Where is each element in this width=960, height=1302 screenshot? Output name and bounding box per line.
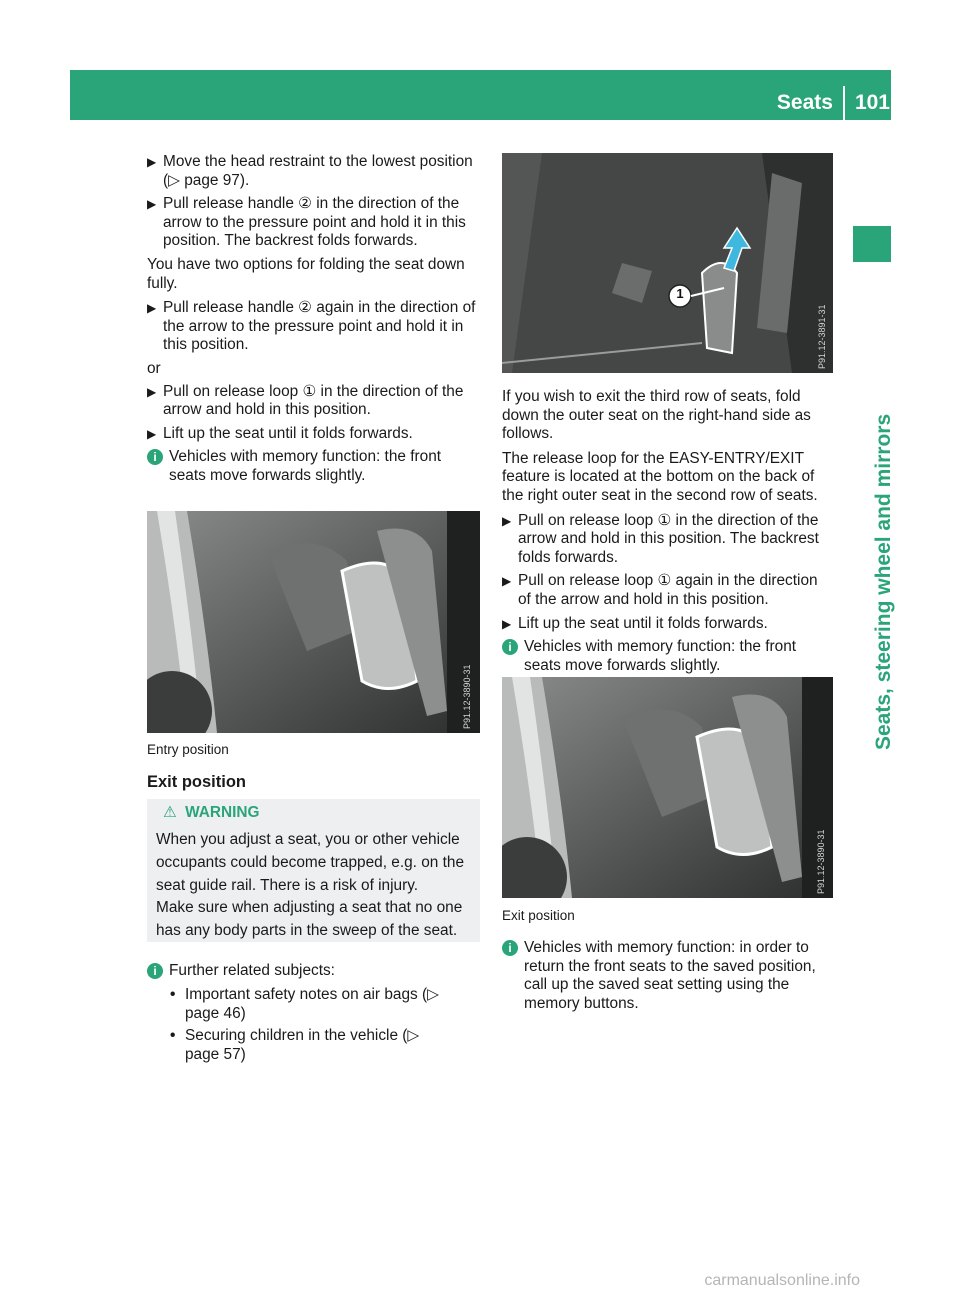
list-item: • Securing children in the vehicle (▷ page 57) [170, 1027, 440, 1064]
figure-caption: Entry position [147, 742, 229, 757]
instruction-step [502, 572, 833, 609]
instruction-step [147, 195, 480, 251]
further-subjects [147, 962, 480, 987]
warning-icon: ⚠ [163, 804, 177, 821]
step-arrow-icon: ▶ [502, 616, 512, 631]
paragraph: You have two options for folding the seat down fully. [147, 255, 465, 292]
info-icon: i [147, 449, 163, 465]
step-text: Lift up the seat until it folds forwards. [518, 614, 768, 632]
list-item: • Important safety notes on air bags (▷ page 46) [170, 986, 439, 1022]
left-column-top [147, 153, 480, 492]
note-text: Vehicles with memory function: the front seats move forwards slightly. [524, 638, 797, 674]
instruction-step [502, 615, 833, 634]
chapter-title: Seats, steering wheel and mirrors [872, 413, 895, 750]
warning-box [147, 799, 480, 942]
right-column-text [502, 388, 833, 681]
info-icon: i [147, 963, 163, 979]
step-arrow-icon: ▶ [147, 301, 157, 316]
warning-text: Make sure when adjusting a seat that no one has any body parts in the sweep of the seat. [156, 899, 463, 939]
step-arrow-icon: ▶ [502, 574, 512, 589]
or-text: or [147, 359, 161, 377]
paragraph: If you wish to exit the third row of seats, fold down the outer seat on the right-hand side as follows. [502, 388, 811, 443]
note-text: Vehicles with memory function: the front seats move forwards slightly. [169, 448, 442, 484]
info-icon: i [502, 940, 518, 956]
photo-code: P91.12-3890-31 [462, 664, 472, 729]
chapter-side-label [842, 280, 902, 750]
step-arrow-icon: ▶ [502, 513, 512, 528]
exit-position-photo [502, 677, 833, 898]
page-number: 101 [854, 91, 890, 114]
cross-reference-link[interactable]: Securing children in the vehicle (▷ page 57) [185, 1027, 420, 1063]
warning-text: When you adjust a seat, you or other vehicle occupants could become trapped, e.g. on the seat guide rail. There is a risk of injury. [156, 831, 465, 894]
chapter-tab-marker [853, 226, 891, 262]
callout-number: 1 [676, 286, 684, 301]
release-loop-photo [502, 153, 833, 373]
step-text: Pull on release loop ① in the direction of the arrow and hold in this position. The backrest folds forwards. [518, 511, 819, 566]
instruction-step [147, 383, 480, 420]
step-arrow-icon: ▶ [147, 384, 157, 399]
info-icon: i [502, 639, 518, 655]
entry-position-photo [147, 511, 480, 733]
paragraph: The release loop for the EASY-ENTRY/EXIT feature is located at the bottom on the back of the right outer seat in the second row of seats. [502, 449, 818, 504]
figure-caption: Exit position [502, 908, 575, 923]
info-note [502, 638, 833, 675]
instruction-step [147, 299, 480, 355]
step-text: Pull release handle ② in the direction of the arrow to the pressure point and hold it in this position. The backrest folds forwards. [163, 195, 466, 250]
step-arrow-icon: ▶ [147, 197, 157, 212]
photo-code: P91.12-3891-31 [817, 304, 827, 369]
step-text: Lift up the seat until it folds forwards. [163, 424, 413, 442]
instruction-step [147, 153, 480, 190]
info-note [502, 939, 833, 1013]
warning-title: ⚠ WARNING [163, 804, 260, 821]
step-text: Move the head restraint to the lowest position (▷ page 97). [163, 153, 473, 189]
cross-reference-link[interactable]: Important safety notes on air bags (▷ page 46) [185, 986, 439, 1022]
step-text: Pull on release loop ① again in the direction of the arrow and hold in this position. [518, 572, 818, 608]
instruction-step [502, 512, 833, 568]
related-subjects-list [170, 986, 440, 1068]
site-watermark: carmanualsonline.info [704, 1272, 860, 1289]
header-divider [843, 86, 845, 120]
step-text: Pull on release loop ① in the direction of the arrow and hold in this position. [163, 382, 464, 419]
running-header [777, 86, 890, 120]
section-subheading: Exit position [147, 773, 246, 791]
instruction-step [147, 425, 480, 444]
info-note [147, 962, 480, 981]
right-column-note [502, 939, 833, 1019]
note-text: Further related subjects: [169, 962, 335, 979]
step-text: Pull release handle ② again in the direction of the arrow to the pressure point and hold it in this position. [163, 299, 476, 354]
note-text: Vehicles with memory function: in order to return the front seats to the saved position, call up the saved seat setting using the memory buttons. [524, 939, 816, 1012]
info-note [147, 448, 480, 485]
section-title: Seats [776, 91, 833, 114]
photo-code: P91.12-3890-31 [816, 829, 826, 894]
step-arrow-icon: ▶ [147, 426, 157, 441]
step-arrow-icon: ▶ [147, 155, 157, 169]
header-bar [70, 70, 891, 120]
